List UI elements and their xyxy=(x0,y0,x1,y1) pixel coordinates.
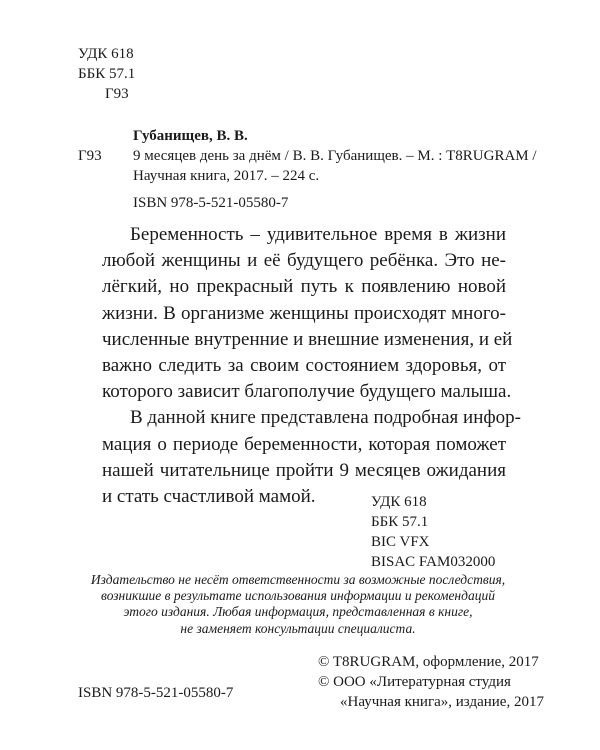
catalog-codes-bottom xyxy=(371,492,495,572)
annotation-line: численные внутренние и внешние изменения, и ей xyxy=(102,328,513,350)
disclaimer-line: не заменяет консультации специалиста. xyxy=(180,620,416,636)
copyright-notice xyxy=(318,652,544,712)
bbk-code: ББК 57.1 xyxy=(78,66,136,82)
author-name: Губанищев, В. В. xyxy=(133,128,248,144)
bibliographic-description xyxy=(133,146,537,186)
annotation-line: которого зависит благополучие будущего малыша. xyxy=(102,381,512,403)
bbk-code: ББК 57.1 xyxy=(371,514,429,530)
annotation-line: Беременность – удивительное время в жизни xyxy=(130,224,506,245)
annotation xyxy=(102,222,521,510)
copyright-line-1: © T8RUGRAM, оформление, 2017 xyxy=(318,654,539,670)
copyright-line-3: «Научная книга», издание, 2017 xyxy=(340,694,544,710)
udk-code: УДК 618 xyxy=(78,46,134,62)
udk-code: УДК 618 xyxy=(371,494,427,510)
annotation-line: и стать счастливой мамой. xyxy=(102,486,316,508)
copyright-line-2: © ООО «Литературная студия xyxy=(318,674,511,690)
annotation-line: любой женщины и её будущего ребёнка. Это не- xyxy=(102,250,506,272)
author-mark-side: Г93 xyxy=(78,148,102,164)
biblio-line-2: Научная книга, 2017. – 224 с. xyxy=(133,168,320,184)
disclaimer-line: Издательство не несёт ответственности за возможные последствия, xyxy=(90,572,506,587)
annotation-line: В данной книге представлена подробная инфор- xyxy=(130,407,521,429)
annotation-line: мация о периоде беременности, которая поможет xyxy=(102,433,506,455)
bic-code: BIC VFX xyxy=(371,534,430,550)
annotation-line: жизни. В организме женщины происходят много- xyxy=(102,302,506,324)
author-mark-code: Г93 xyxy=(105,86,129,102)
annotation-line: важно следить за своим состоянием здоровья, от xyxy=(102,355,506,377)
disclaimer-line: этого издания. Любая информация, представленная в книге, xyxy=(123,604,473,620)
publisher-disclaimer xyxy=(88,572,508,637)
annotation-line: лёгкий, но прекрасный путь к появлению новой xyxy=(102,276,506,298)
isbn-bottom: ISBN 978-5-521-05580-7 xyxy=(78,685,234,701)
catalog-codes-top xyxy=(78,44,135,104)
bisac-code: BISAC FAM032000 xyxy=(371,554,496,570)
disclaimer-line: возникшие в результате использования информации и рекомендаций xyxy=(101,588,495,604)
annotation-paragraph-1 xyxy=(102,222,513,405)
biblio-line-1: 9 месяцев день за днём / В. В. Губанищев. – М. : T8RUGRAM / xyxy=(133,148,537,164)
isbn-record: ISBN 978-5-521-05580-7 xyxy=(133,195,289,211)
annotation-line: нашей читательнице пройти 9 месяцев ожидания xyxy=(102,459,506,481)
